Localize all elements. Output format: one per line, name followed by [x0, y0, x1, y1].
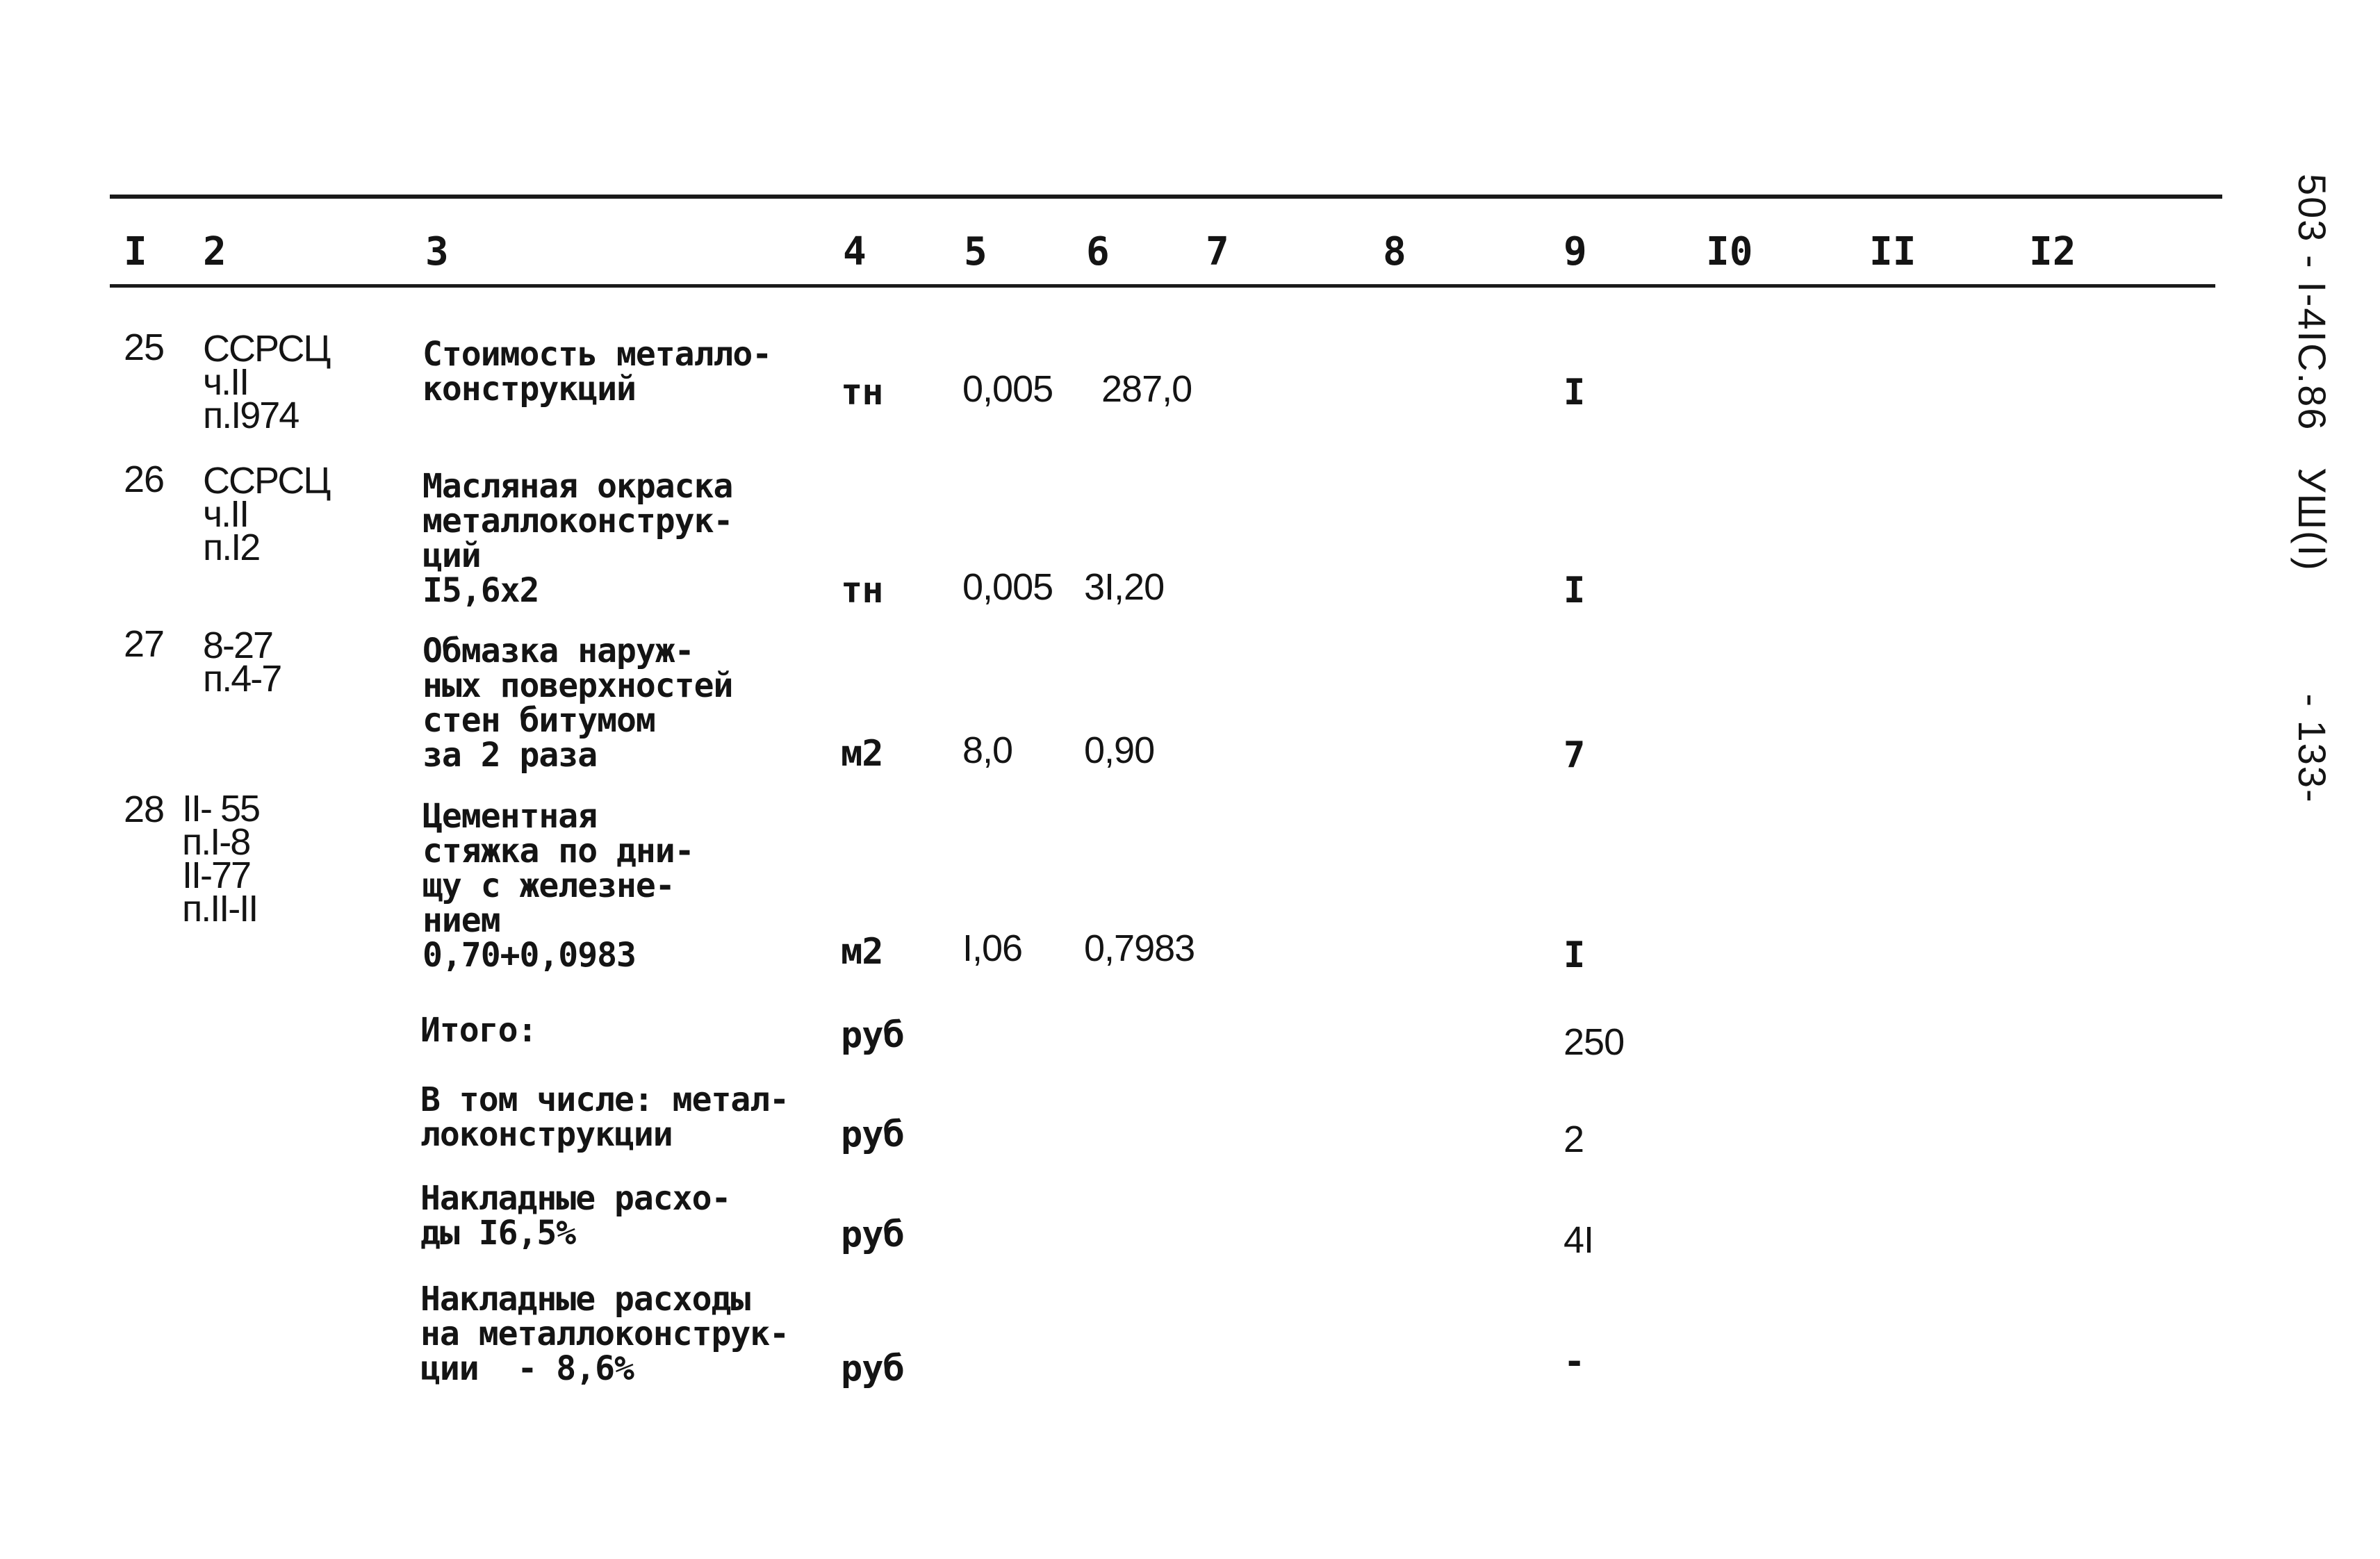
row-27-number: 27: [124, 623, 165, 665]
row-28-description: Цементная стяжка по дни- щу с железне- нием 0,70+0,0983: [422, 797, 694, 975]
row-25-description: Стоимость металло- конструкций: [422, 335, 772, 409]
row-26-quantity: 0,005: [962, 566, 1053, 608]
row-25-total: I: [1564, 372, 1585, 413]
row-27-price: 0,90: [1084, 729, 1155, 771]
col-header-10: I0: [1706, 229, 1753, 274]
summary-metal-overhead-unit: руб: [841, 1348, 904, 1389]
col-header-5: 5: [964, 229, 987, 274]
col-header-8: 8: [1383, 229, 1406, 274]
summary-metal-label: В том числе: метал- локонструкции: [420, 1080, 789, 1154]
row-27-unit: м2: [841, 733, 883, 775]
row-25-unit: тн: [841, 372, 883, 413]
summary-overhead-label: Накладные расхо- ды I6,5%: [420, 1179, 731, 1253]
row-25-number: 25: [124, 327, 165, 368]
col-header-4: 4: [843, 229, 867, 274]
row-26-price: 3I,20: [1084, 566, 1165, 608]
row-26-number: 26: [124, 459, 165, 500]
summary-total-value: 250: [1564, 1021, 1625, 1063]
row-27-description: Обмазка наруж- ных поверхностей стен битумом за 2 раза: [422, 632, 733, 775]
row-27-total: 7: [1564, 734, 1585, 776]
summary-metal-overhead-value: -: [1564, 1341, 1585, 1383]
row-25-code: ССРСЦ ч.II п.I974: [203, 328, 330, 436]
summary-overhead-value: 4I: [1564, 1219, 1594, 1261]
row-28-total: I: [1564, 934, 1585, 976]
row-27-code: 8-27 п.4-7: [203, 625, 281, 700]
row-26-code: ССРСЦ ч.II п.I2: [203, 460, 330, 568]
summary-total-unit: руб: [841, 1014, 904, 1056]
col-header-9: 9: [1564, 229, 1587, 274]
summary-metal-overhead-label: Накладные расходы на металлоконструк- ции - 8,6%: [420, 1280, 789, 1388]
summary-metal-unit: руб: [841, 1114, 904, 1155]
summary-overhead-unit: руб: [841, 1214, 904, 1255]
summary-metal-value: 2: [1564, 1119, 1584, 1160]
row-28-number: 28: [124, 789, 165, 830]
col-header-6: 6: [1086, 229, 1110, 274]
row-25-price: 287,0: [1101, 368, 1192, 410]
side-document-code: 503 - I-4IC.86 УШ(I) - 133-: [2290, 174, 2334, 804]
col-header-11: II: [1869, 229, 1917, 274]
row-26-total: I: [1564, 570, 1585, 611]
row-28-price: 0,7983: [1084, 927, 1195, 969]
table-header-rule: [110, 284, 2215, 288]
col-header-1: I: [124, 229, 147, 274]
summary-total-label: Итого:: [420, 1011, 537, 1050]
row-28-unit: м2: [841, 931, 883, 973]
row-27-quantity: 8,0: [962, 729, 1013, 771]
row-26-description: Масляная окраска металлоконструк- ций I5,6х2: [422, 467, 733, 610]
row-26-unit: тн: [841, 570, 883, 611]
col-header-12: I2: [2029, 229, 2076, 274]
col-header-3: 3: [425, 229, 449, 274]
col-header-2: 2: [203, 229, 227, 274]
table-top-rule: [110, 195, 2222, 199]
col-header-7: 7: [1206, 229, 1229, 274]
row-28-quantity: I,06: [962, 927, 1023, 969]
row-28-code: II- 55 п.I-8 II-77 п.II-II: [182, 788, 260, 930]
row-25-quantity: 0,005: [962, 368, 1053, 410]
